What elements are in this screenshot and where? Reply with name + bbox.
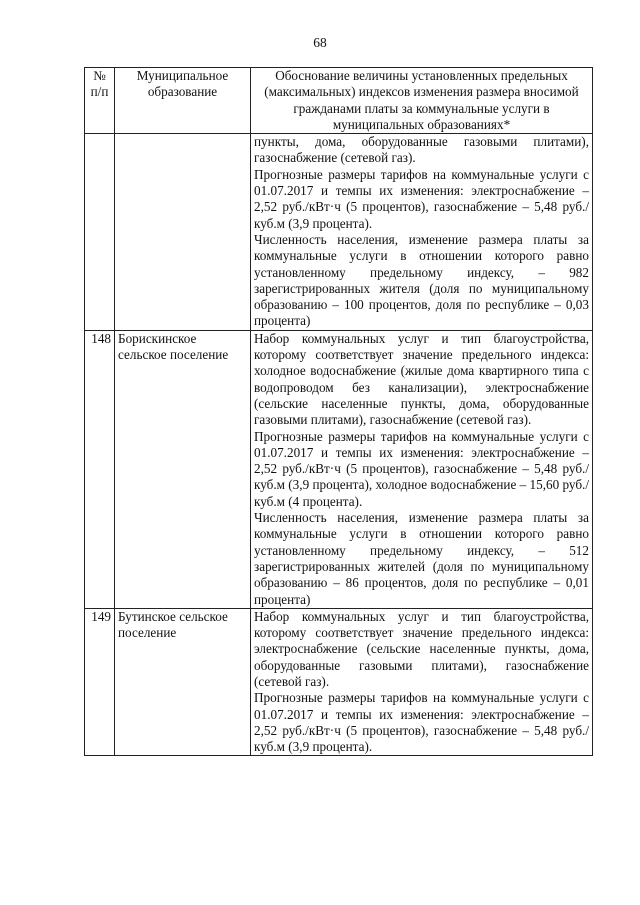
row-justification <box>251 608 593 756</box>
justification-paragraph: Численность населения, изменение размера платы за коммунальные услуги в отношении которого равно установленному предельному индексу, – 982 зарегистрированных жителя (доля по муниципальному образованию – 100 процентов, доля по республике – 0,03 процента) <box>254 231 589 329</box>
table-row <box>85 134 593 331</box>
tariff-justification-table <box>84 67 593 756</box>
row-justification <box>251 330 593 608</box>
row-number: 148 <box>85 330 115 608</box>
row-justification <box>251 134 593 331</box>
row-number: 149 <box>85 608 115 756</box>
row-number <box>85 134 115 331</box>
justification-paragraph: пункты, дома, оборудованные газовыми плитами), газоснабжение (сетевой газ). <box>254 134 589 166</box>
table-row <box>85 330 593 608</box>
justification-paragraph: Набор коммунальных услуг и тип благоустройства, которому соответствует значение предельного индекса: электроснабжение (сельские населенные пункты, дома, оборудованные газовыми плитами), газоснабжение (сетевой газ). <box>254 608 589 689</box>
justification-paragraph: Прогнозные размеры тарифов на коммунальные услуги с 01.07.2017 и темпы их изменения: электроснабжение – 2,52 руб./кВт·ч (5 процентов), газоснабжение – 5,48 руб./куб.м (3,9 процента), холодное водоснабжение – 15,60 руб./куб.м (4 процента). <box>254 428 589 509</box>
header-municipality: Муниципальное образование <box>115 68 251 134</box>
table-header-row <box>85 68 593 134</box>
row-municipality <box>115 134 251 331</box>
header-justification: Обоснование величины установленных предельных (максимальных) индексов изменения размера вносимой гражданами платы за коммунальные услуги в муниципальных образованиях* <box>251 68 593 134</box>
justification-paragraph: Набор коммунальных услуг и тип благоустройства, которому соответствует значение предельного индекса: холодное водоснабжение (жилые дома квартирного типа с водопроводом без канализации), электроснабжение (сельские населенные пункты, дома, оборудованные газовыми плитами), газоснабжение (сетевой газ). <box>254 330 589 428</box>
header-number: № п/п <box>85 68 115 134</box>
justification-paragraph: Численность населения, изменение размера платы за коммунальные услуги в отношении которого равно установленному предельному индексу, – 512 зарегистрированных жителей (доля по муниципальному образованию – 86 процентов, доля по республике – 0,01 процента) <box>254 510 589 607</box>
page-number: 68 <box>313 35 327 50</box>
justification-paragraph: Прогнозные размеры тарифов на коммунальные услуги с 01.07.2017 и темпы их изменения: электроснабжение – 2,52 руб./кВт·ч (5 процентов), газоснабжение – 5,48 руб./куб.м (3,9 процента). <box>254 690 589 755</box>
justification-paragraph: Прогнозные размеры тарифов на коммунальные услуги с 01.07.2017 и темпы их изменения: электроснабжение – 2,52 руб./кВт·ч (5 процентов), газоснабжение – 5,48 руб./куб.м (3,9 процента). <box>254 166 589 231</box>
row-municipality: Борискинское сельское поселение <box>115 330 251 608</box>
table-row <box>85 608 593 756</box>
row-municipality: Бутинское сельское поселение <box>115 608 251 756</box>
